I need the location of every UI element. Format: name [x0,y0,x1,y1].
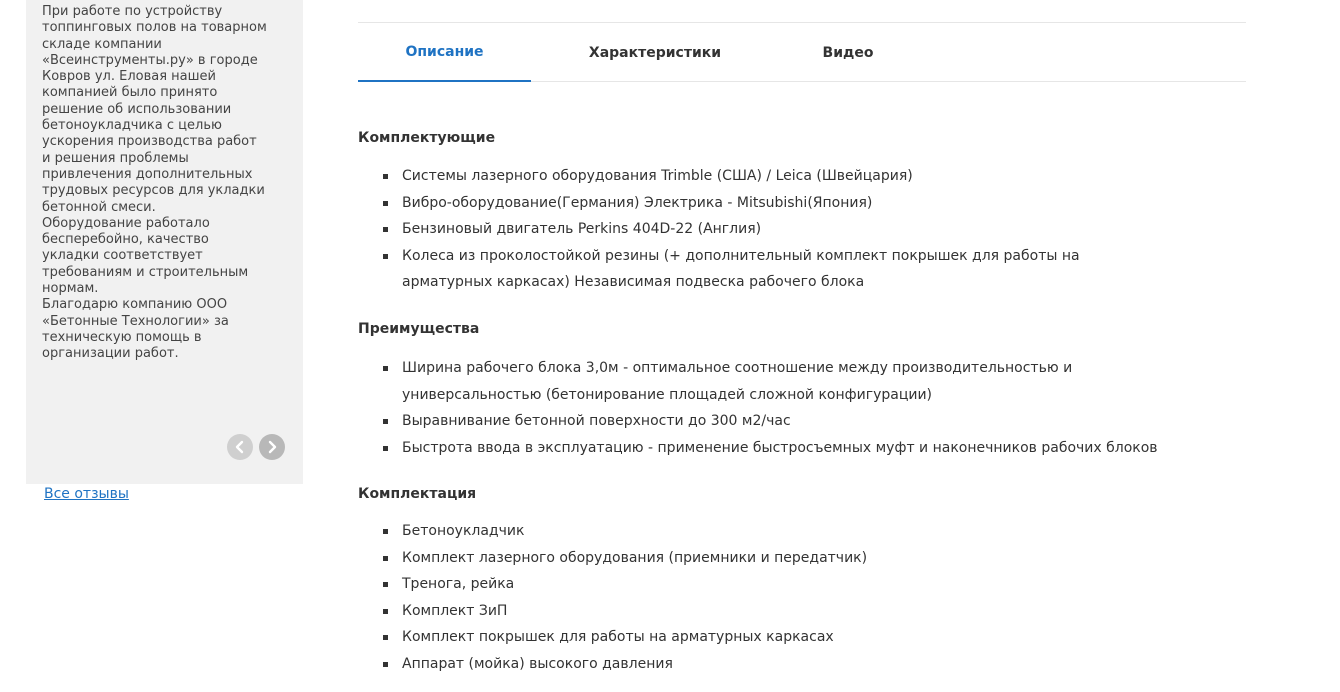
package-list [358,518,1246,677]
list-item: Системы лазерного оборудования Trimble (США) / Leica (Швейцария) [358,163,1246,190]
review-line: Благодарю компанию ООО [42,297,228,313]
review-card [26,0,303,484]
review-line: решение об использовании [42,101,232,117]
list-item: Комплект лазерного оборудования (приемники и передатчик) [358,545,1246,572]
advantages-list [358,355,1246,461]
list-item-continuation: универсальностью (бетонирование площадей сложной конфигурации) [402,386,933,403]
review-line: компанией было принято [42,85,218,101]
list-item: Выравнивание бетонной поверхности до 300 м2/час [358,408,1246,435]
review-line: требованиям и строительным [42,264,249,280]
list-item: Бензиновый двигатель Perkins 404D-22 (Англия) [358,216,1246,243]
review-line: привлечения дополнительных [42,166,253,182]
review-line: складе компании [42,36,162,52]
review-line: «Всеинструменты.ру» в городе [42,52,258,68]
review-next-button[interactable] [259,434,285,460]
review-line: бесперебойно, качество [42,232,209,248]
review-line: укладки соответствует [42,248,203,264]
list-item: Бетоноукладчик [358,518,1246,545]
review-line: и решения проблемы [42,150,189,166]
list-item: Колеса из проколостойкой резины (+ дополнительный комплект покрышек для работы на [358,243,1246,270]
chevron-left-icon [233,440,247,454]
list-item: Тренога, рейка [358,571,1246,598]
review-line: нормам. [42,281,99,297]
list-item: Комплект покрышек для работы на арматурных каркасах [358,624,1246,651]
chevron-right-icon [265,440,279,454]
review-line: Ковров ул. Еловая нашей [42,69,216,85]
review-nav [227,434,285,460]
review-line: ускорения производства работ [42,134,257,150]
section-title-package: Комплектация [358,486,477,502]
list-item: Вибро-оборудование(Германия) Электрика - Mitsubishi(Япония) [358,190,1246,217]
review-line: Оборудование работало [42,215,210,231]
review-line: бетонной смеси. [42,199,156,215]
tab-description[interactable]: Описание [358,23,531,82]
list-item: Ширина рабочего блока 3,0м - оптимальное соотношение между производительностью и [358,355,1246,382]
list-item: Комплект ЗиП [358,598,1246,625]
list-item: Аппарат (мойка) высокого давления [358,651,1246,678]
review-line: топпинговых полов на товарном [42,20,267,36]
tab-bar [358,22,1246,82]
review-line: «Бетонные Технологии» за [42,313,229,329]
tab-specifications[interactable]: Характеристики [588,44,722,61]
review-text [42,4,292,363]
components-list [358,163,1246,296]
review-line: трудовых ресурсов для укладки [42,183,265,199]
review-line: При работе по устройству [42,4,223,19]
review-line: бетоноукладчика с целью [42,118,222,134]
review-line: техническую помощь в [42,329,202,345]
review-prev-button[interactable] [227,434,253,460]
tab-video[interactable]: Видео [822,44,874,61]
list-item: Быстрота ввода в эксплуатацию - применение быстросъемных муфт и наконечников рабочих блоков [358,435,1246,462]
section-title-advantages: Преимущества [358,321,480,337]
section-title-components: Комплектующие [358,130,496,146]
review-line: организации работ. [42,346,179,362]
all-reviews-link[interactable]: Все отзывы [44,486,129,502]
list-item-continuation: арматурных каркасах) Независимая подвеска рабочего блока [402,274,865,290]
